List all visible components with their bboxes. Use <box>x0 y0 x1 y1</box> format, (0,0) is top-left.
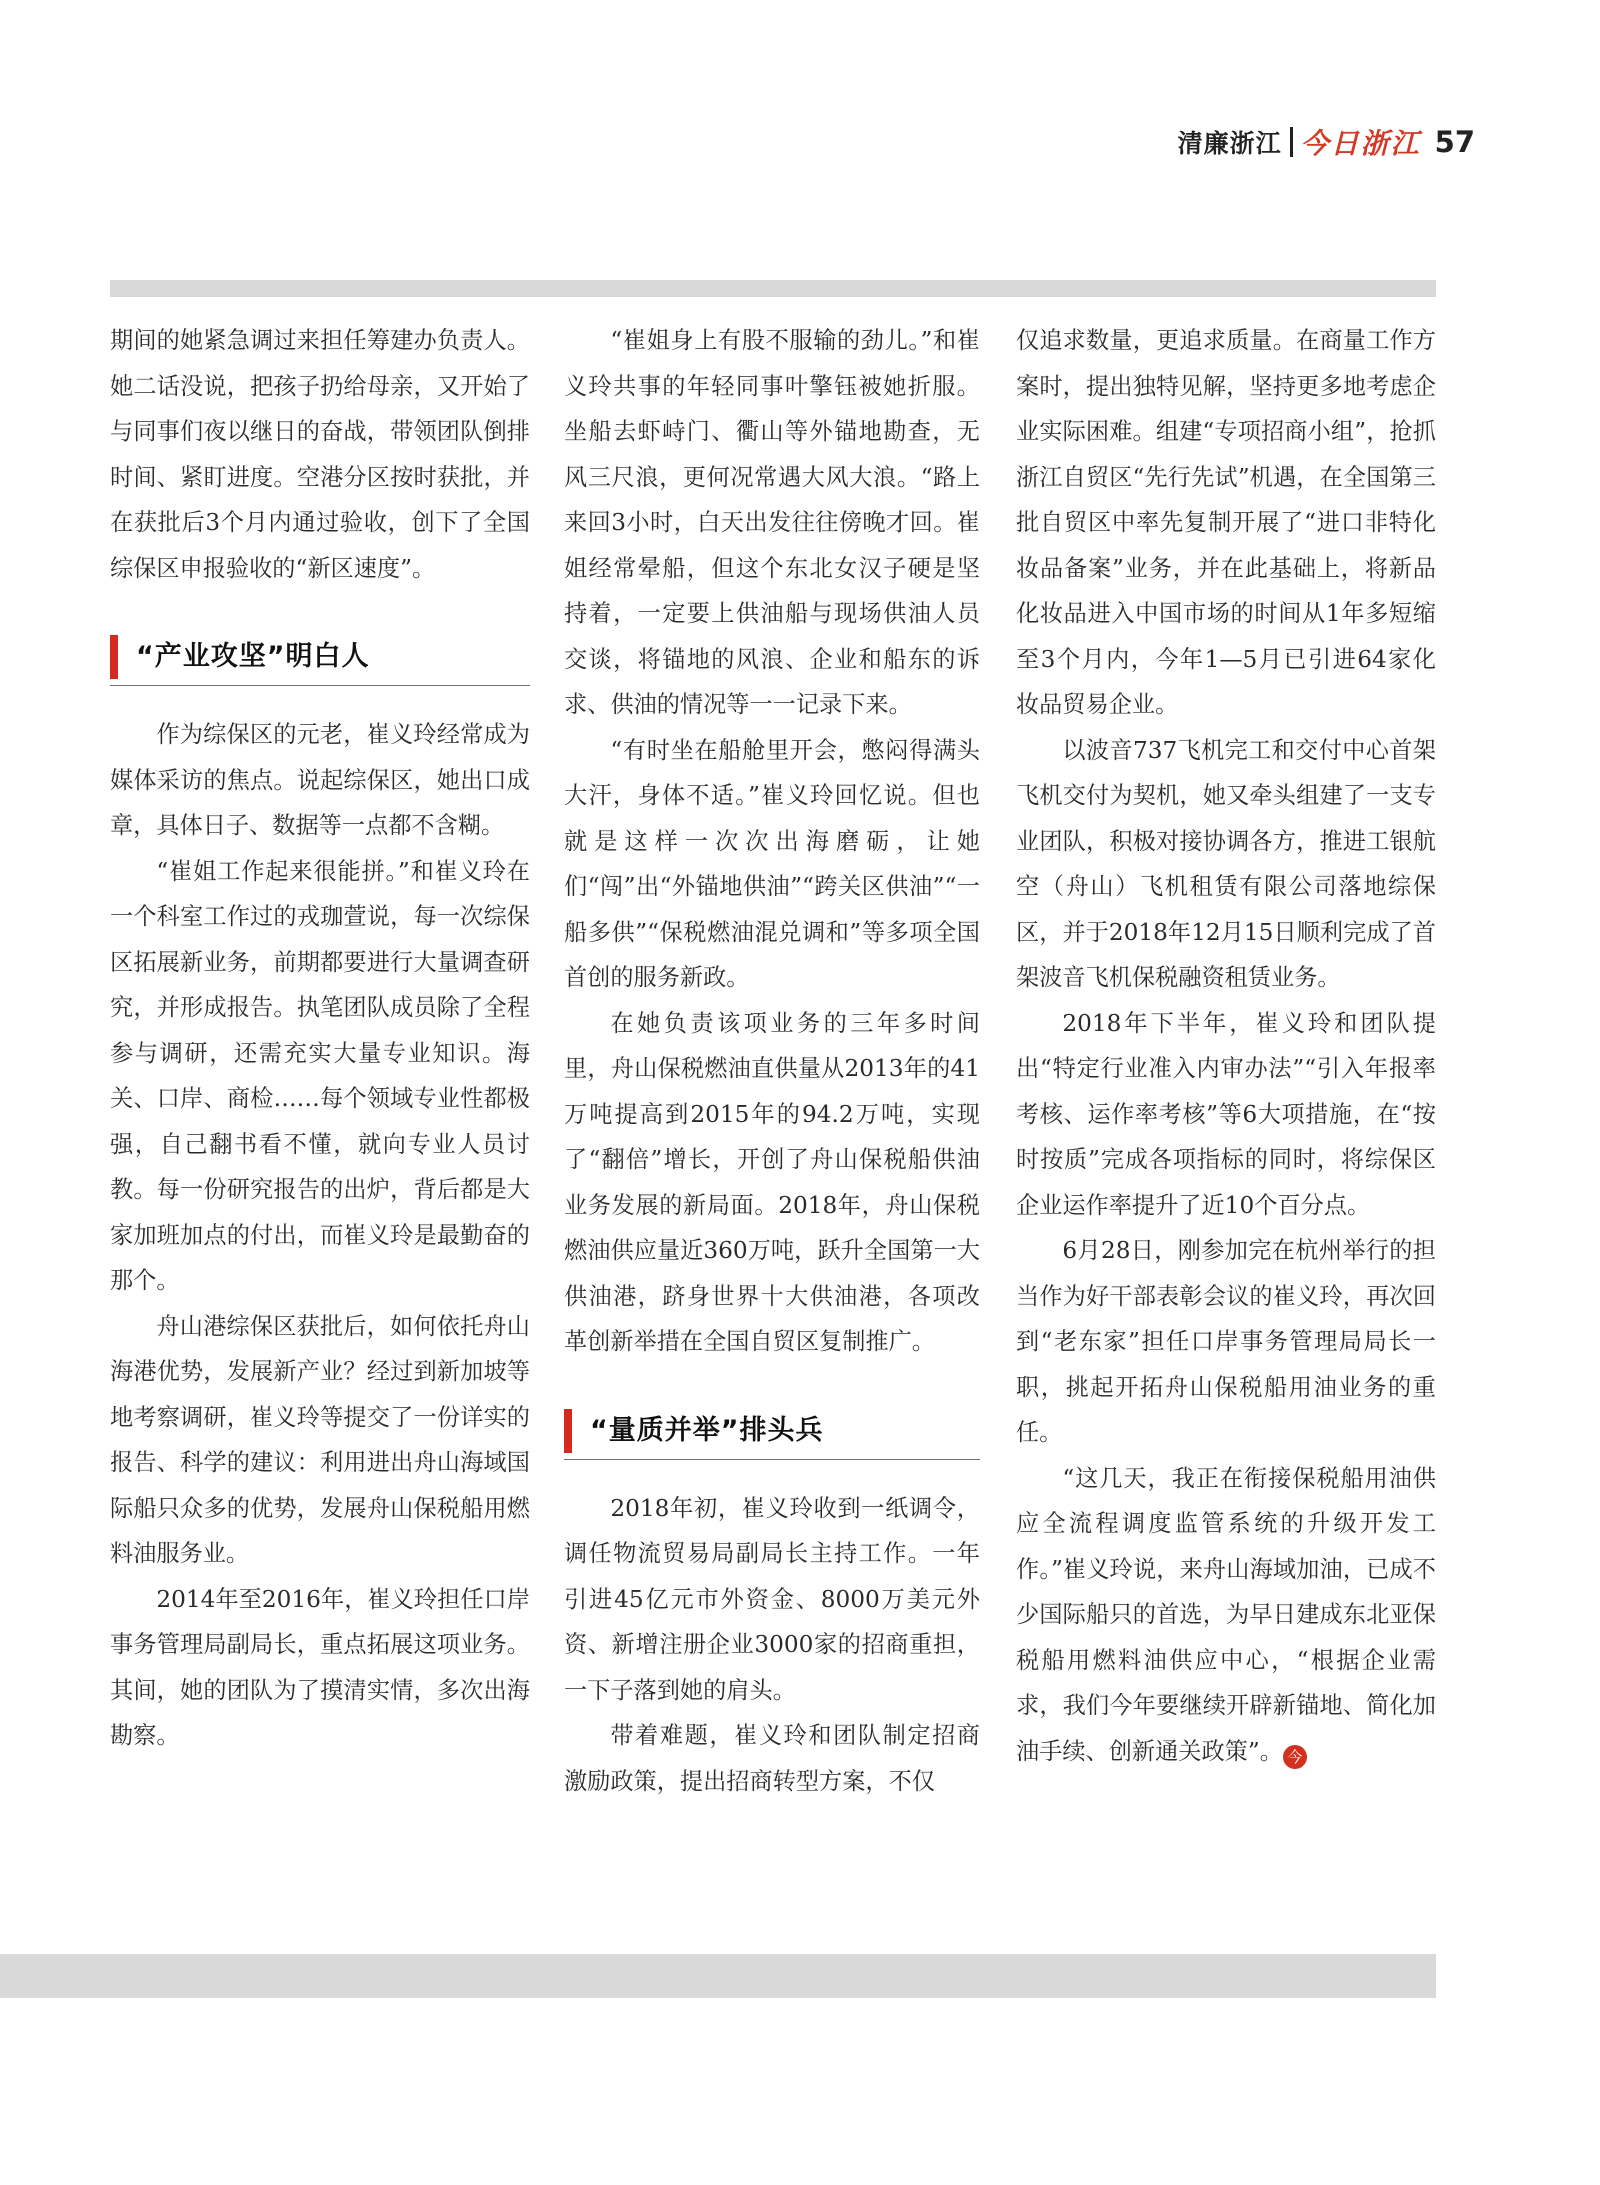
paragraph: 带着难题，崔义玲和团队制定招商激励政策，提出招商转型方案，不仅 <box>564 1722 980 1795</box>
top-decorative-bar <box>110 280 1436 297</box>
section-heading <box>110 629 530 686</box>
bottom-decorative-bar <box>0 1954 1436 1998</box>
masthead-logo: 今日浙江 <box>1300 127 1421 160</box>
paragraph: 6月28日，刚参加完在杭州举行的担当作为好干部表彰会议的崔义玲，再次回到“老东家”担任口岸事务管理局局长一职，挑起开拓舟山保税船用油业务的重任。 <box>1016 1237 1436 1446</box>
paragraph: 2018年下半年，崔义玲和团队提出“特定行业准入内审办法”“引入年报率考核、运作率考核”等6大项措施，在“按时按质”完成各项指标的同时，将综保区企业运作率提升了近10个百分点。 <box>1016 1009 1436 1219</box>
paragraph-final <box>1016 1456 1436 1775</box>
end-mark-icon: 今 <box>1283 1745 1307 1769</box>
section-heading-text: “产业攻坚”明白人 <box>136 641 370 673</box>
paragraph: 以波音737飞机完工和交付中心首架飞机交付为契机，她又牵头组建了一支专业团队，积极对接协调各方，推进工银航空（舟山）飞机租赁有限公司落地综保区，并于2018年12月15日顺利完成了首架波音飞机保税融资租赁业务。 <box>1016 736 1436 991</box>
paragraph-text: “这几天，我正在衔接保税船用油供应全流程调度监管系统的升级开发工作。”崔义玲说，来舟山海域加油，已成不少国际船只的首选，为早日建成东北亚保税船用燃料油供应中心，“根据企业需求，我们今年要继续开辟新锚地、简化加油手续、创新通关政策”。 <box>1016 1464 1436 1765</box>
section-heading <box>564 1403 980 1460</box>
paragraph: 2014年至2016年，崔义玲担任口岸事务管理局副局长，重点拓展这项业务。其间，她的团队为了摸清实情，多次出海勘察。 <box>110 1585 530 1749</box>
section-name: 清廉浙江 <box>1177 129 1282 158</box>
paragraph: 仅追求数量，更追求质量。在商量工作方案时，提出独特见解，坚持更多地考虑企业实际困难。组建“专项招商小组”，抢抓浙江自贸区“先行先试”机遇，在全国第三批自贸区中率先复制开展了“进口非特化妆品备案”业务，并在此基础上，将新品化妆品进入中国市场的时间从1年多短缩至3个月内，今年1—5月已引进64家化妆品贸易企业。 <box>1016 327 1436 718</box>
section-heading-text: “量质并举”排头兵 <box>590 1414 824 1446</box>
heading-marker <box>110 635 118 679</box>
header-divider <box>1290 127 1293 157</box>
paragraph: 在她负责该项业务的三年多时间里，舟山保税燃油直供量从2013年的41万吨提高到2015年的94.2万吨，实现了“翻倍”增长，开创了舟山保税船供油业务发展的新局面。2018年，舟山保税燃油供应量近360万吨，跃升全国第一大供油港，跻身世界十大供油港，各项改革创新举措在全国自贸区复制推广。 <box>564 1009 980 1355</box>
article-column-1 <box>110 318 530 1759</box>
paragraph: “有时坐在船舱里开会，憋闷得满头大汗，身体不适。”崔义玲回忆说。但也就是这样一次次出海磨砺，让她们“闯”出“外锚地供油”“跨关区供油”“一船多供”“保税燃油混兑调和”等多项全国首创的服务新政。 <box>564 736 980 991</box>
paragraph: 舟山港综保区获批后，如何依托舟山海港优势，发展新产业？经过到新加坡等地考察调研，崔义玲等提交了一份详实的报告、科学的建议：利用进出舟山海域国际船只众多的优势，发展舟山保税船用燃料油服务业。 <box>110 1312 530 1567</box>
article-column-3 <box>1016 318 1436 1774</box>
paragraph: 2018年初，崔义玲收到一纸调令，调任物流贸易局副局长主持工作。一年引进45亿元市外资金、8000万美元外资、新增注册企业3000家的招商重担，一下子落到她的肩头。 <box>564 1494 980 1704</box>
page-header <box>1178 122 1475 162</box>
paragraph: “崔姐身上有股不服输的劲儿。”和崔义玲共事的年轻同事叶擎钰被她折服。坐船去虾峙门、衢山等外锚地勘查，无风三尺浪，更何况常遇大风大浪。“路上来回3小时，白天出发往往傍晚才回。崔姐经常晕船，但这个东北女汉子硬是坚持着，一定要上供油船与现场供油人员交谈，将锚地的风浪、企业和船东的诉求、供油的情况等一一记录下来。 <box>564 327 980 718</box>
heading-marker <box>564 1409 572 1453</box>
article-column-2 <box>564 318 980 1804</box>
page-number: 57 <box>1434 125 1475 159</box>
paragraph: “崔姐工作起来很能拼。”和崔义玲在一个科室工作过的戎珈萱说，每一次综保区拓展新业务，前期都要进行大量调查研究，并形成报告。执笔团队成员除了全程参与调研，还需充实大量专业知识。海关、口岸、商检……每个领域专业性都极强，自己翻书看不懂，就向专业人员讨教。每一份研究报告的出炉，背后都是大家加班加点的付出，而崔义玲是最勤奋的那个。 <box>110 857 530 1294</box>
paragraph: 期间的她紧急调过来担任筹建办负责人。她二话没说，把孩子扔给母亲，又开始了与同事们夜以继日的奋战，带领团队倒排时间、紧盯进度。空港分区按时获批，并在获批后3个月内通过验收，创下了全国综保区申报验收的“新区速度”。 <box>110 327 530 582</box>
paragraph: 作为综保区的元老，崔义玲经常成为媒体采访的焦点。说起综保区，她出口成章，具体日子、数据等一点都不含糊。 <box>110 721 530 839</box>
